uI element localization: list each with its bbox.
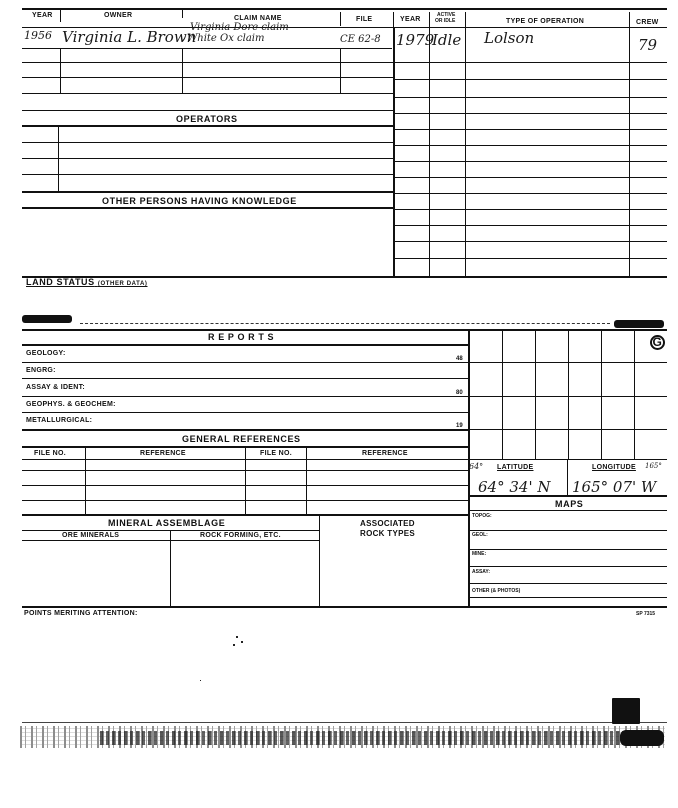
ore-minerals-heading: ORE MINERALS xyxy=(62,532,120,539)
report-row-line xyxy=(22,396,468,397)
owner-col-line xyxy=(340,48,341,93)
report-label: ASSAY & IDENT: xyxy=(26,384,86,391)
map-field-mine: MINE: xyxy=(472,551,487,557)
col-header-year: YEAR xyxy=(32,12,53,19)
mineral-assemblage-heading: MINERAL ASSEMBLAGE xyxy=(108,518,226,528)
report-row-assay xyxy=(26,384,85,391)
latitude-label: LATITUDE xyxy=(497,464,534,471)
operators-row-line xyxy=(22,158,393,159)
entry-crew: 79 xyxy=(638,36,658,54)
scan-rule xyxy=(22,722,667,723)
scan-speck xyxy=(241,641,243,643)
grid-row-line xyxy=(393,225,667,226)
report-num: 80 xyxy=(456,390,463,396)
grid-row-line xyxy=(393,177,667,178)
col-header-or-idle: OR IDLE xyxy=(435,18,456,24)
top-border xyxy=(22,8,667,10)
reports-top-rule xyxy=(22,329,667,331)
entry-year-2: 1979 xyxy=(396,31,435,49)
owner-row-line xyxy=(22,77,393,78)
map-grid-col xyxy=(502,329,503,459)
entry-owner: Virginia L. Brown xyxy=(62,28,197,46)
map-grid-col xyxy=(601,329,602,459)
grid-row-line xyxy=(393,97,667,98)
grid-col-line xyxy=(429,27,430,277)
reports-heading: R E P O R T S xyxy=(208,332,275,342)
map-field-geol: GEOL: xyxy=(472,532,488,538)
header-divider xyxy=(60,8,61,22)
entry-row-rule xyxy=(22,48,392,49)
col-header-owner: OWNER xyxy=(104,12,133,19)
entry-type: Lolson xyxy=(484,29,535,47)
map-field-rule xyxy=(468,549,667,550)
maps-heading-rule xyxy=(468,510,667,511)
operators-bottom-rule xyxy=(22,191,393,193)
other-persons-heading: OTHER PERSONS HAVING KNOWLEDGE xyxy=(102,196,297,206)
dashed-rule xyxy=(80,323,610,324)
lat-prefix: 64° xyxy=(469,462,484,471)
operators-rule xyxy=(22,110,393,111)
latlon-divider xyxy=(567,459,568,495)
report-label: METALLURGICAL: xyxy=(26,417,93,424)
report-label: GEOLOGY: xyxy=(26,350,66,357)
grid-row-line xyxy=(393,258,667,259)
grid-col-line xyxy=(465,27,466,277)
col-header-active: ACTIVE xyxy=(437,12,456,18)
map-grid-col xyxy=(568,329,569,459)
entry-claim-name-1: Virginia Dore claim xyxy=(190,22,289,33)
operators-heading-rule xyxy=(22,125,393,127)
reports-heading-rule xyxy=(22,344,468,346)
col-header-crew: CREW xyxy=(636,19,659,26)
entry-status: Idle xyxy=(432,31,462,49)
form-bottom-rule xyxy=(22,606,667,608)
grid-row-line xyxy=(393,209,667,210)
grid-col-line xyxy=(629,27,630,277)
grid-row-line xyxy=(393,241,667,242)
mineral-col-line xyxy=(170,530,171,607)
scan-noise-dark xyxy=(100,731,660,745)
rock-forming-heading: ROCK FORMING, ETC. xyxy=(200,532,281,539)
ref-col-line xyxy=(85,446,86,514)
operators-col-line xyxy=(58,126,59,192)
entry-file: CE 62-8 xyxy=(340,34,381,45)
operators-row-line xyxy=(22,174,393,175)
owner-col-line xyxy=(60,48,61,93)
latlon-bottom-rule xyxy=(468,495,667,497)
header-divider xyxy=(340,12,341,26)
map-grid-row xyxy=(468,396,667,397)
maps-heading: MAPS xyxy=(555,499,584,509)
map-field-rule xyxy=(468,583,667,584)
map-grid-col xyxy=(634,329,635,459)
ref-col-file-no-2: FILE NO. xyxy=(260,450,292,457)
ref-row-line xyxy=(22,485,468,486)
col-header-type-of-operation: TYPE OF OPERATION xyxy=(506,18,585,25)
report-row-line xyxy=(22,429,468,431)
land-status-label xyxy=(26,277,148,287)
entry-claim-name-2: White Ox claim xyxy=(187,33,265,44)
entry-year: 1956 xyxy=(24,29,52,42)
lon-suffix: 165° xyxy=(645,462,662,470)
report-row-engrg xyxy=(26,367,56,374)
ref-col-reference: REFERENCE xyxy=(140,450,186,457)
land-status-note: (OTHER DATA) xyxy=(97,281,148,287)
report-row-line xyxy=(22,412,468,413)
ink-blot xyxy=(614,320,664,328)
ref-row-line xyxy=(22,500,468,501)
form-number: SP 7315 xyxy=(636,611,656,617)
map-field-assay: ASSAY: xyxy=(472,569,491,575)
report-row-line xyxy=(22,378,468,379)
map-field-rule xyxy=(468,566,667,567)
ref-bottom-rule xyxy=(22,514,468,516)
grid-mark-icon: G xyxy=(650,335,665,350)
scan-speck xyxy=(236,636,238,638)
report-num: 19 xyxy=(456,423,463,429)
land-status-text: LAND STATUS xyxy=(26,277,95,287)
grid-row-line xyxy=(393,129,667,130)
map-grid-row xyxy=(468,429,667,430)
ref-col-line xyxy=(245,446,246,514)
ink-blot xyxy=(620,730,664,746)
ink-blot xyxy=(612,698,640,724)
scan-speck xyxy=(200,680,201,681)
grid-col-line xyxy=(393,27,395,277)
associated-rock-types-1: ASSOCIATED xyxy=(360,519,415,528)
header-divider xyxy=(465,12,466,28)
report-row-geophys xyxy=(26,401,116,408)
ref-col-line xyxy=(306,446,307,514)
other-persons-rule xyxy=(22,207,393,209)
map-field-other: OTHER (& PHOTOS) xyxy=(472,588,521,594)
mineral-col-line xyxy=(319,514,320,607)
scan-speck xyxy=(233,644,235,646)
general-references-heading: GENERAL REFERENCES xyxy=(182,434,301,444)
grid-row-line xyxy=(393,193,667,194)
points-meriting-attention: POINTS MERITING ATTENTION: xyxy=(24,610,138,617)
report-row-geology xyxy=(26,350,66,357)
owner-row-line xyxy=(22,62,393,63)
map-grid-row xyxy=(468,362,667,363)
col-header-year-2: YEAR xyxy=(400,16,421,23)
report-row-metallurgical xyxy=(26,417,92,424)
operators-row-line xyxy=(22,142,393,143)
ref-row-line xyxy=(22,470,468,471)
map-field-topog: TOPOG: xyxy=(472,513,492,519)
associated-rock-types-2: ROCK TYPES xyxy=(360,529,416,538)
report-num: 48 xyxy=(456,356,463,362)
grid-row-line xyxy=(393,161,667,162)
map-grid-col xyxy=(535,329,536,459)
longitude-label: LONGITUDE xyxy=(592,464,636,471)
ref-col-file-no: FILE NO. xyxy=(34,450,66,457)
grid-row-line xyxy=(393,145,667,146)
longitude-value: 165° 07' W xyxy=(572,478,657,496)
report-label: GEOPHYS. & GEOCHEM: xyxy=(26,401,116,408)
map-field-rule xyxy=(468,597,667,598)
operators-heading: OPERATORS xyxy=(176,114,238,124)
owner-row-line xyxy=(22,93,393,94)
ink-blot xyxy=(22,315,72,323)
report-label: ENGRG: xyxy=(26,367,56,374)
col-header-claim-name: CLAIM NAME xyxy=(234,15,282,22)
grid-row-line xyxy=(393,113,667,114)
grid-row-line xyxy=(393,79,667,80)
report-row-line xyxy=(22,362,468,363)
col-header-file: FILE xyxy=(356,16,373,23)
ref-col-reference-2: REFERENCE xyxy=(362,450,408,457)
header-divider xyxy=(182,8,183,18)
latitude-value: 64° 34' N xyxy=(478,478,551,496)
header-divider xyxy=(429,12,430,28)
grid-row-line xyxy=(393,62,667,63)
map-field-rule xyxy=(468,530,667,531)
header-divider xyxy=(393,12,394,28)
owner-col-line xyxy=(182,48,183,93)
